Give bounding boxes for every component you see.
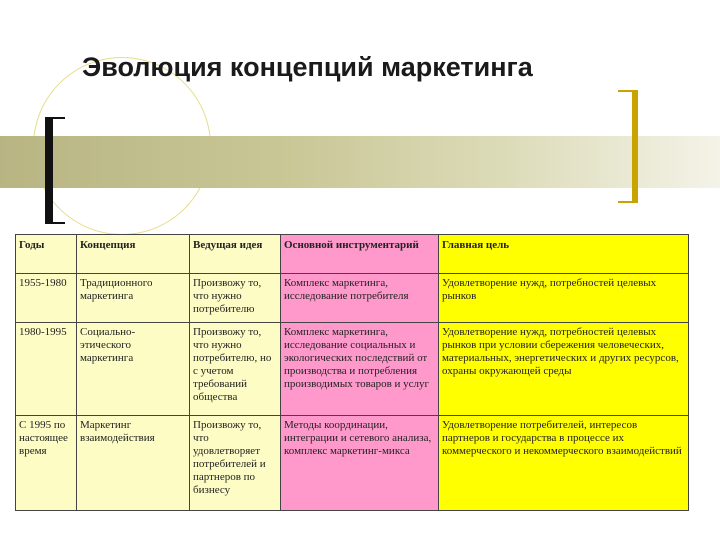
header-goal: Главная цель: [439, 235, 689, 274]
table-header-row: [16, 235, 689, 274]
header-tools: Основной инструментарий: [281, 235, 439, 274]
cell-tools: Комплекс маркетинга, исследование социальных и экологических последствий от производства и потребления производимых товаров и услуг: [281, 323, 439, 416]
cell-goal: Удовлетворение нужд, потребностей целевых рынков: [439, 274, 689, 323]
header-idea: Ведущая идея: [190, 235, 281, 274]
header-concept: Концепция: [77, 235, 190, 274]
header-years: Годы: [16, 235, 77, 274]
decorative-bracket-left: [45, 117, 65, 224]
cell-concept: Традиционного маркетинга: [77, 274, 190, 323]
cell-idea: Произвожу то, что нужно потребителю: [190, 274, 281, 323]
cell-concept: Маркетинг взаимодействия: [77, 416, 190, 511]
slide-title: Эволюция концепций маркетинга: [82, 52, 533, 82]
cell-years: 1980-1995: [16, 323, 77, 416]
table-row: [16, 323, 689, 416]
concepts-table: [15, 234, 689, 511]
cell-goal: Удовлетворение нужд, потребностей целевых рынков при условии сбережения человеческих, материальных, энергетических и других ресурсов, охраны окружающей среды: [439, 323, 689, 416]
decorative-band: [0, 136, 720, 188]
table-row: [16, 416, 689, 511]
table-row: [16, 274, 689, 323]
cell-goal: Удовлетворение потребителей, интересов партнеров и государства в процессе их коммерческого и некоммерческого взаимодействий: [439, 416, 689, 511]
cell-idea: Произвожу то, что нужно потребителю, но с учетом требований общества: [190, 323, 281, 416]
cell-years: С 1995 по настоящее время: [16, 416, 77, 511]
cell-idea: Произвожу то, что удовлетворяет потребителей и партнеров по бизнесу: [190, 416, 281, 511]
cell-tools: Методы координации, интеграции и сетевого анализа, комплекс маркетинг-микса: [281, 416, 439, 511]
decorative-bracket-right: [618, 90, 638, 203]
cell-tools: Комплекс маркетинга, исследование потребителя: [281, 274, 439, 323]
cell-concept: Социально-этического маркетинга: [77, 323, 190, 416]
cell-years: 1955-1980: [16, 274, 77, 323]
